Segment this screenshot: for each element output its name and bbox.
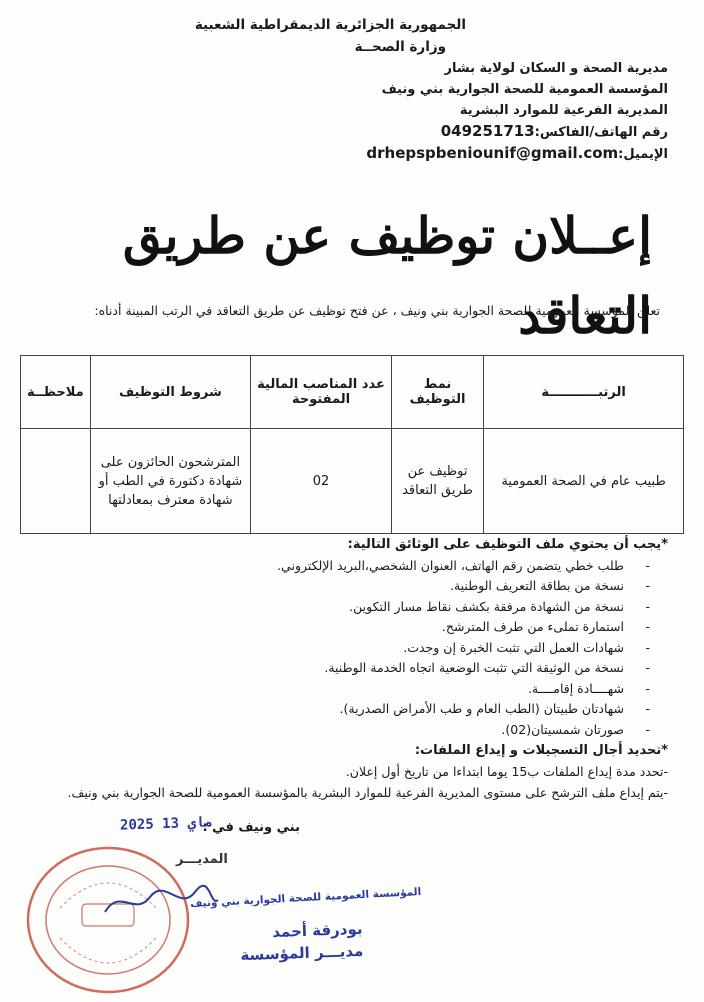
- ministry-name: وزارة الصحــة: [354, 39, 446, 55]
- directorate-line-1: مديرية الصحة و السكان لولاية بشار: [444, 61, 668, 76]
- cell-notes: [21, 429, 91, 534]
- table-row: [21, 429, 684, 534]
- list-item: - نسخة من بطاقة التعريف الوطنية.: [28, 576, 624, 597]
- deadline-line-1: -تحدد مدة إيداع الملفات ب15 يوما ابتداءا من تاريخ أول إعلان.: [345, 764, 668, 779]
- cell-conditions: المترشحون الحائزون على شهادة دكتورة في الطب أو شهادة معترف بمعادلتها: [90, 429, 250, 534]
- announcement-title: إعــلان توظيف عن طريق التعاقد: [122, 206, 652, 345]
- institution-stamp: المؤسسة العمومية للصحة الجوارية بني ونيف: [189, 885, 422, 911]
- republic-name: الجمهورية الجزائرية الديمقراطية الشعبية: [194, 17, 466, 33]
- phone-label: رقم الهاتف/الفاكس:: [534, 125, 668, 140]
- email-line: [248, 143, 668, 165]
- cell-posts: 02: [251, 429, 392, 534]
- phone-number: 049251713: [440, 122, 535, 140]
- list-item: - شهــــادة إقامــــة.: [28, 679, 624, 700]
- list-item: - طلب خطي يتضمن رقم الهاتف، العنوان الشخصي،البريد الإلكتروني.: [28, 556, 624, 577]
- directorate-line-2: المؤسسة العمومية للصحة الجوارية بني ونيف: [381, 82, 668, 97]
- cell-mode: توظيف عن طريق التعاقد: [391, 429, 483, 534]
- directorate-block: [248, 58, 668, 165]
- signer-name: بودرقة أحمد: [272, 919, 363, 942]
- deadline-line-2: -يتم إيداع ملف الترشح على مستوى المديرية الفرعية للموارد البشرية بالمؤسسة العمومية للصحة الجوارية بني ونيف.: [67, 785, 668, 800]
- deadline-heading: *تحديد أجال التسجيلات و إيداع الملفات:: [414, 743, 668, 758]
- phone-line: [248, 121, 668, 143]
- table-header-row: [21, 356, 684, 429]
- date-stamp: 2025 ماي 13: [119, 814, 213, 834]
- directorate-line-3: المديرية الفرعية للموارد البشرية: [459, 103, 668, 118]
- cell-rank: طبيب عام في الصحة العمومية: [484, 429, 684, 534]
- deadline-section: [8, 740, 668, 803]
- positions-table: [20, 355, 684, 534]
- signer-title: مديـــر المؤسسة: [240, 941, 364, 965]
- list-item: - صورتان شمسيتان(02).: [28, 720, 624, 741]
- documents-heading: *يجب أن يحتوي ملف التوظيف على الوثائق التالية:: [347, 537, 668, 552]
- list-item: - شهادات العمل التي تثبت الخبرة إن وجدت.: [28, 638, 624, 659]
- header-posts: عدد المناصب المالية المفتوحة: [251, 356, 392, 429]
- header-notes: ملاحظــة: [21, 356, 91, 429]
- header-conditions: شروط التوظيف: [90, 356, 250, 429]
- list-item: - نسخة من الشهادة مرفقة بكشف نقاط مسار التكوين.: [28, 597, 624, 618]
- documents-list: [28, 556, 668, 741]
- director-label: المديـــر: [176, 852, 228, 867]
- required-documents: [28, 535, 668, 740]
- list-item: - استمارة تملىء من طرف المترشح.: [28, 617, 624, 638]
- republic-header: [166, 14, 466, 58]
- header-mode: نمط التوظيف: [391, 356, 483, 429]
- signer-block: [239, 918, 363, 966]
- intro-paragraph: تعلن المؤسسة العمومية للصحة الجوارية بني ونيف ، عن فتح توظيف عن طريق التعاقد في الرتب المبينة أدناه:: [94, 303, 660, 318]
- list-item: - شهادتان طبيتان (الطب العام و طب الأمراض الصدرية).: [28, 699, 624, 720]
- email-label: الإيميل:: [618, 147, 668, 162]
- header-rank: الرتبـــــــــــة: [484, 356, 684, 429]
- list-item: - نسخة من الوثيقة التي تثبت الوضعية اتجاه الخدمة الوطنية.: [28, 658, 624, 679]
- place-and-date-label: بني ونيف في :: [202, 820, 300, 835]
- email-address: drhepspbeniounif@gmail.com: [366, 144, 619, 162]
